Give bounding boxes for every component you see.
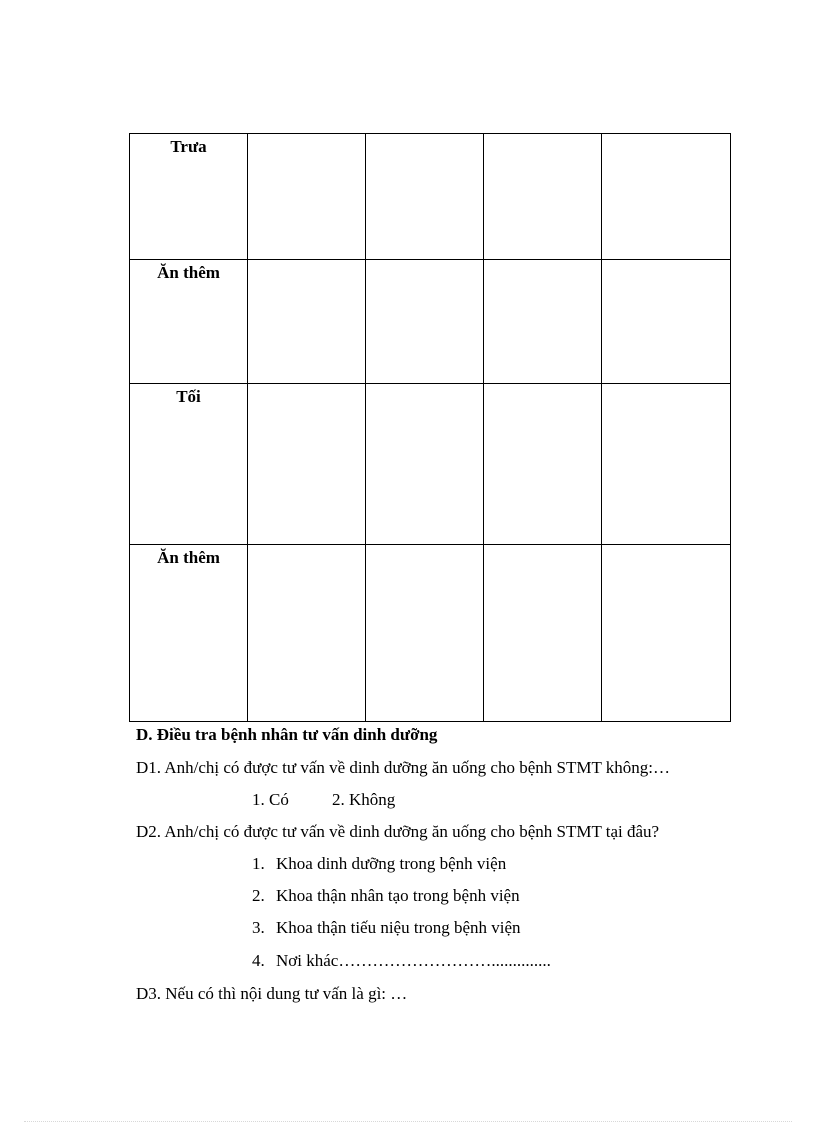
table-cell (484, 134, 602, 260)
d2-option-num: 2. (252, 886, 265, 905)
question-d1: D1. Anh/chị có được tư vấn về dinh dưỡng ăn uống cho bệnh STMT không:… (136, 758, 670, 777)
d2-option-num: 4. (252, 951, 265, 970)
table-row (130, 384, 731, 545)
table-row (130, 260, 731, 384)
table-cell (602, 384, 731, 545)
table-row (130, 545, 731, 722)
table-cell (366, 384, 484, 545)
question-d2: D2. Anh/chị có được tư vấn về dinh dưỡng ăn uống cho bệnh STMT tại đâu? (136, 822, 660, 841)
d2-option-num: 1. (252, 854, 265, 873)
table-cell (366, 260, 484, 384)
table-cell (248, 134, 366, 260)
table-cell (248, 545, 366, 722)
table-cell (366, 545, 484, 722)
table-cell (248, 260, 366, 384)
d2-option-text: Khoa dinh dưỡng trong bệnh viện (276, 854, 507, 873)
table-cell (484, 384, 602, 545)
table-cell (484, 545, 602, 722)
d2-option-num: 3. (252, 918, 265, 937)
d1-option-no: 2. Không (332, 790, 396, 809)
d2-option-text: Nơi khác……………………….............. (276, 951, 551, 970)
page-divider (24, 1121, 792, 1122)
d2-option-text: Khoa thận tiếu niệu trong bệnh viện (276, 918, 521, 937)
table-cell (484, 260, 602, 384)
row-label: Trưa (130, 134, 248, 260)
row-label: Ăn thêm (130, 260, 248, 384)
section-heading: D. Điều tra bệnh nhân tư vấn dinh dưỡng (136, 725, 438, 744)
meal-table (129, 133, 731, 722)
d2-option-text: Khoa thận nhân tạo trong bệnh viện (276, 886, 520, 905)
table-cell (602, 134, 731, 260)
table-cell (366, 134, 484, 260)
table-cell (602, 260, 731, 384)
table-cell (248, 384, 366, 545)
table-cell (602, 545, 731, 722)
d1-option-yes: 1. Có (252, 790, 289, 809)
table-row (130, 134, 731, 260)
row-label: Ăn thêm (130, 545, 248, 722)
question-d3: D3. Nếu có thì nội dung tư vấn là gì: … (136, 984, 408, 1003)
row-label: Tối (130, 384, 248, 545)
